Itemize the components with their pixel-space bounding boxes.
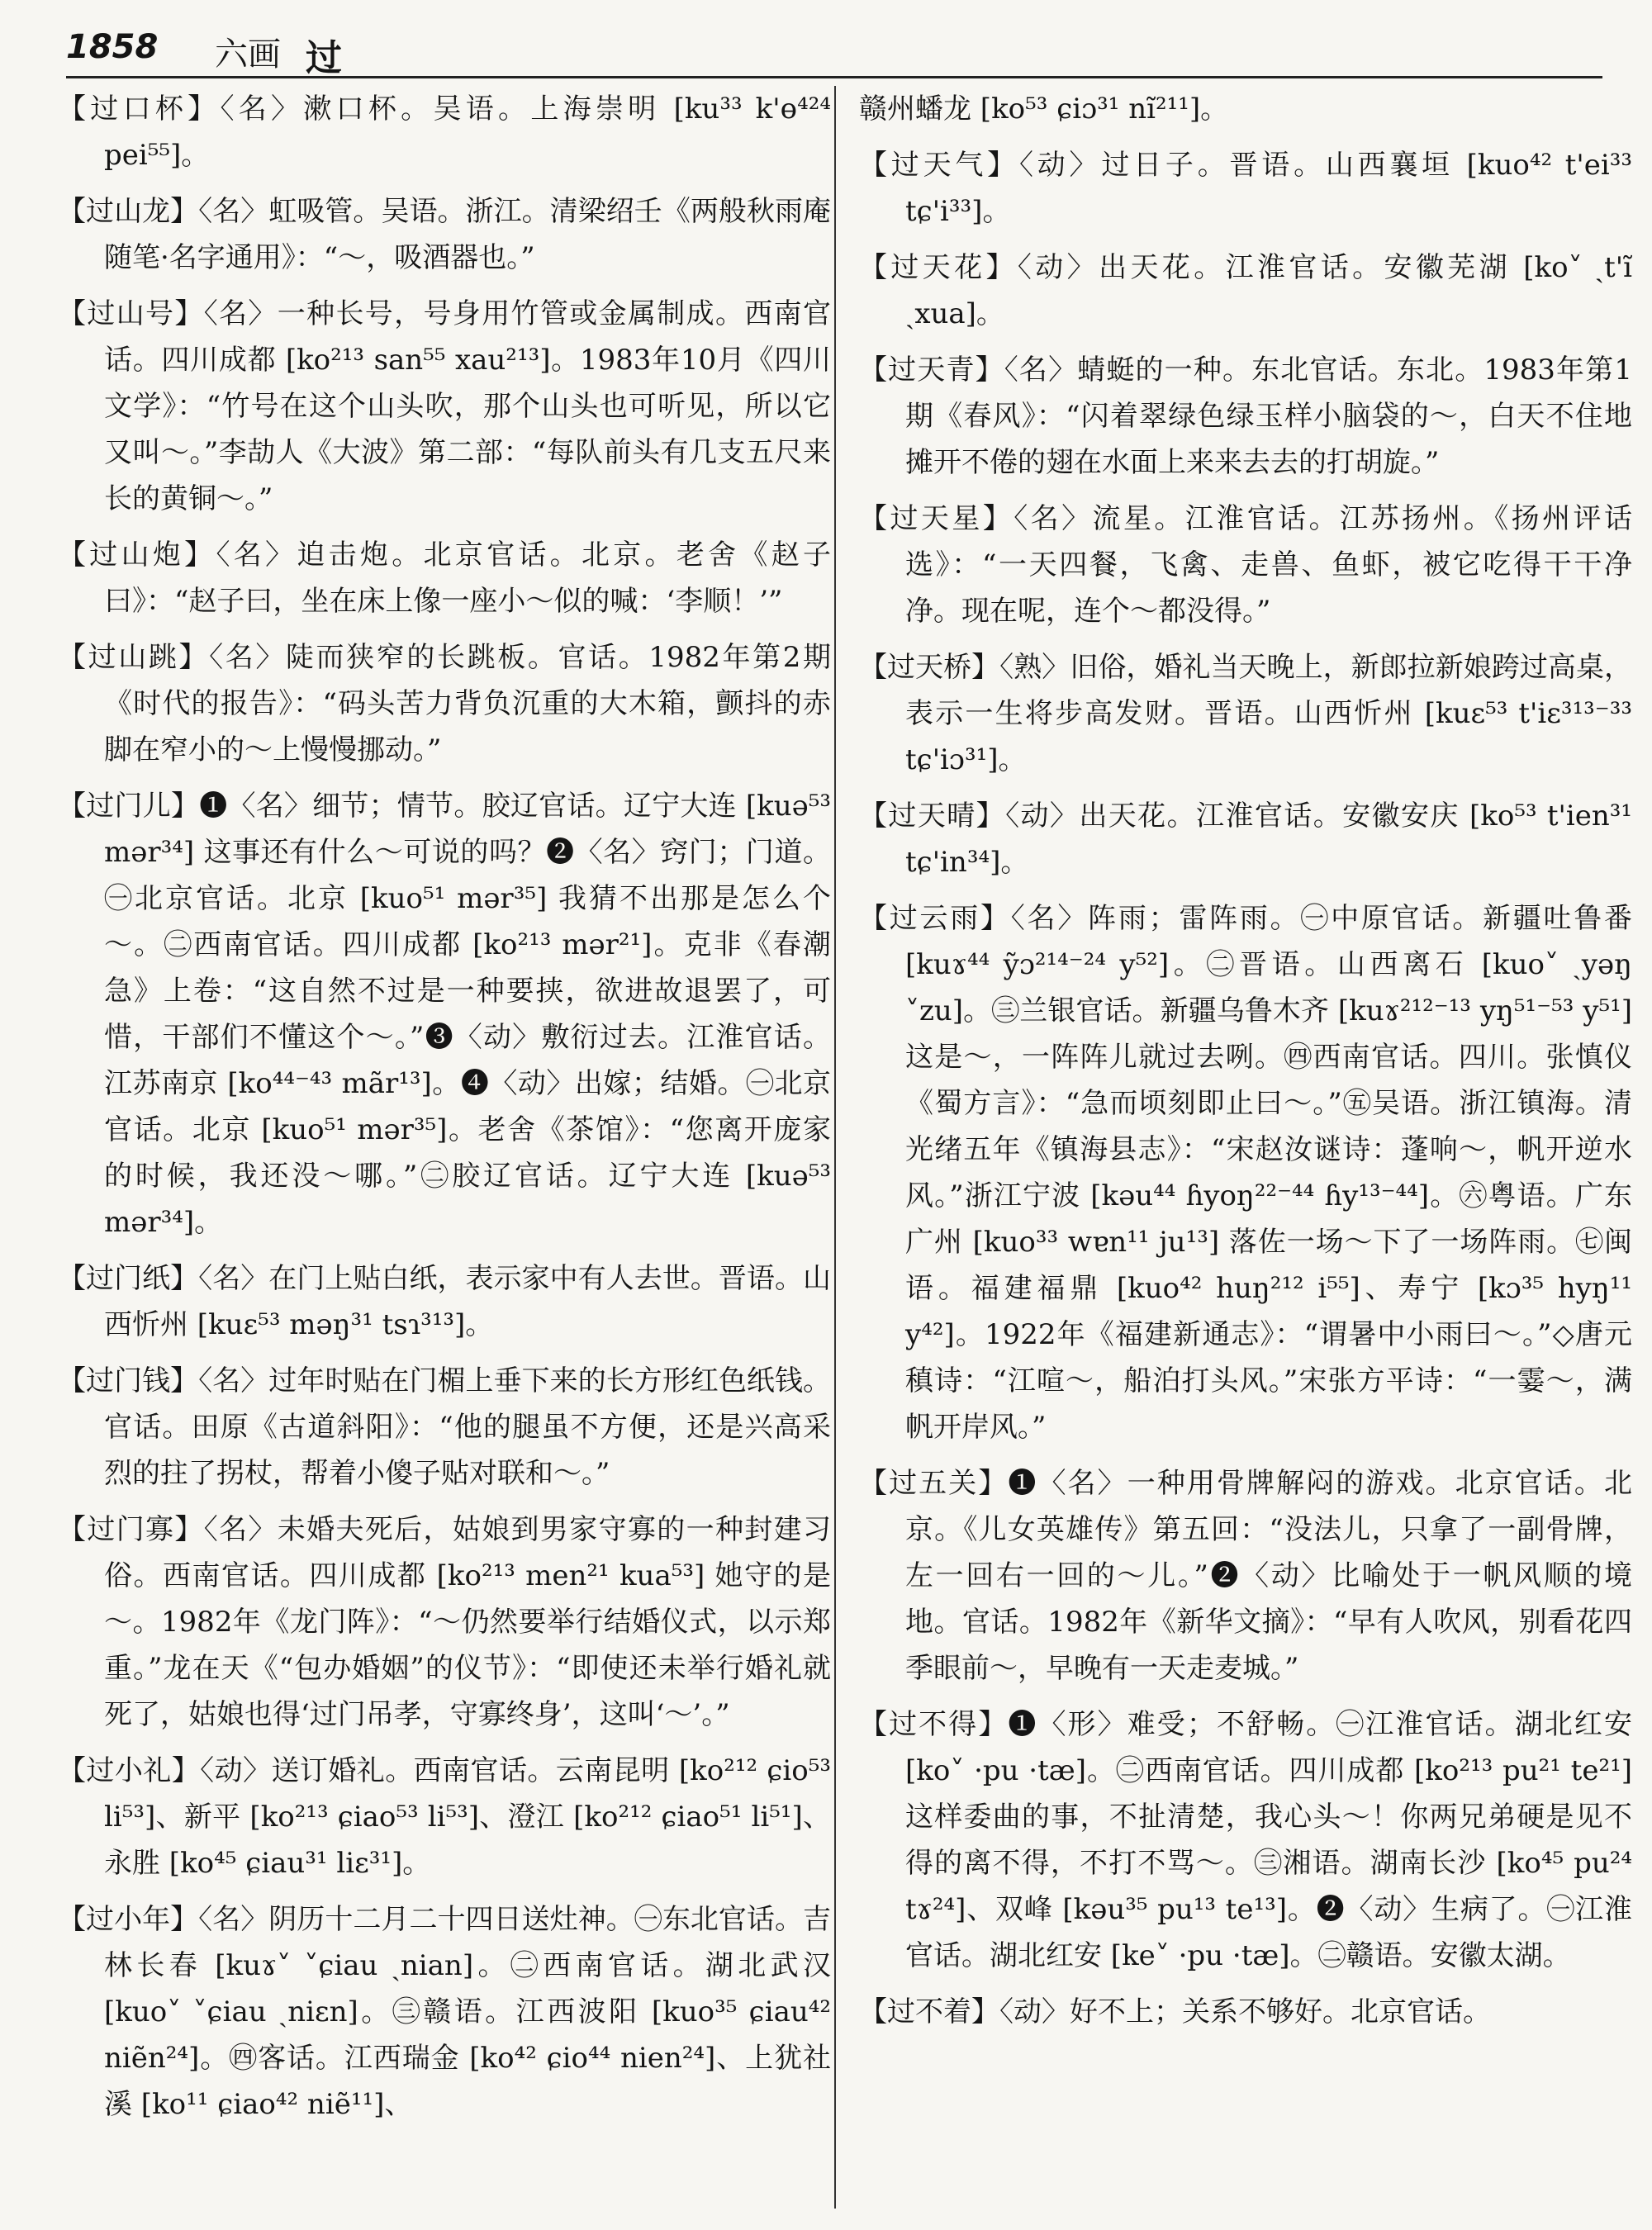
entry: 【过不得】❶〈形〉难受；不舒畅。㊀江淮官话。湖北红安 [ko˅ ·pu ·tæ]。㊁西南官话。四川成都 [ko²¹³ pu²¹ te²¹] 这样委曲的事，不扯清楚，我心头～！你两兄弟硬是见不得的离不得，不打不骂～。㊂湘语。湖南长沙 [ko⁴⁵ pu²⁴ tɤ²⁴]、双峰 [kəu³⁵ pu¹³ te¹³]。❷〈动〉生病了。㊀江淮官话。湖北红安 [ke˅ ·pu ·tæ]。㊁赣语。安徽太湖。: [859, 1708, 1632, 1972]
entry: 【过山炮】〈名〉迫击炮。北京官话。北京。老舍《赵子曰》：“赵子曰，坐在床上像一座小～似的喊：‘李顺！’”: [58, 539, 831, 618]
page-header: [66, 23, 1602, 78]
entry: 【过门儿】❶〈名〉细节；情节。胶辽官话。辽宁大连 [kuə⁵³ mər³⁴] 这事还有什么～可说的吗？❷〈名〉窍门；门道。㊀北京官话。北京 [kuo⁵¹ mər³⁵] 我猜不出那是怎么个～。㊁西南官话。四川成都 [ko²¹³ mər²¹]。克非《春潮急》上卷：“这自然不过是一种要挟，欲进故退罢了，可惜，干部们不懂这个～。”❸〈动〉敷衍过去。江淮官话。江苏南京 [ko⁴⁴⁻⁴³ mãr¹³]。❹〈动〉出嫁；结婚。㊀北京官话。北京 [kuo⁵¹ mər³⁵]。老舍《茶馆》：“您离开庞家的时候，我还没～哪。”㊁胶辽官话。辽宁大连 [kuə⁵³ mər³⁴]。: [58, 790, 831, 1239]
entry: 【过云雨】〈名〉阵雨；雷阵雨。㊀中原官话。新疆吐鲁番 [kuɤ⁴⁴ ỹɔ²¹⁴⁻²⁴ y⁵²]。㊁晋语。山西离石 [kuo˅ ˎyəŋ ˅zu]。㊂兰银官话。新疆乌鲁木齐 [kuɤ²¹²⁻¹³ yŋ⁵¹⁻⁵³ y⁵¹] 这是～，一阵阵儿就过去咧。㊃西南官话。四川。张慎仪《蜀方言》：“急而顷刻即止曰～。”㊄吴语。浙江镇海。清光绪五年《镇海县志》：“宋赵汝谜诗：蓬响～，帆开逆水风。”浙江宁波 [kəu⁴⁴ ɦyoŋ²²⁻⁴⁴ ɦy¹³⁻⁴⁴]。㊅粤语。广东广州 [kuo³³ wɐn¹¹ ju¹³] 落佐一场～下了一场阵雨。㊆闽语。福建福鼎 [kuo⁴² huŋ²¹² i⁵⁵]、寿宁 [kɔ³⁵ hyŋ¹¹ y⁴²]。1922年《福建新通志》：“谓暑中小雨曰～。”◇唐元稹诗：“江喧～，船泊打头风。”宋张方平诗：“一霎～，满帆开岸风。”: [859, 902, 1632, 1444]
entry: 【过门钱】〈名〉过年时贴在门楣上垂下来的长方形红色纸钱。官话。田原《古道斜阳》：“他的腿虽不方便，还是兴高采烈的拄了拐杖，帮着小傻子贴对联和～。”: [58, 1364, 831, 1490]
entry: 【过小年】〈名〉阴历十二月二十四日送灶神。㊀东北官话。吉林长春 [kuɤ˅ ˅ɕiau ˎnian]。㊁西南官话。湖北武汉 [kuo˅ ˅ɕiau ˎniɛn]。㊂赣语。江西波阳 [kuo³⁵ ɕiau⁴² niẽn²⁴]。㊃客话。江西瑞金 [ko⁴² ɕio⁴⁴ nien²⁴]、上犹社溪 [ko¹¹ ɕiao⁴² niẽ¹¹]、: [58, 1903, 831, 2121]
right-column: [859, 86, 1632, 2045]
entry: 【过不着】〈动〉好不上；关系不够好。北京官话。: [859, 1995, 1491, 2028]
entry: 【过山跳】〈名〉陡而狭窄的长跳板。官话。1982年第2期《时代的报告》：“码头苦力背负沉重的大木箱，颤抖的赤脚在窄小的～上慢慢挪动。”: [58, 641, 831, 766]
entry: 【过小礼】〈动〉送订婚礼。西南官话。云南昆明 [ko²¹² ɕio⁵³ li⁵³]、新平 [ko²¹³ ɕiao⁵³ li⁵³]、澄江 [ko²¹² ɕiao⁵¹ li⁵¹]、永胜 [ko⁴⁵ ɕiau³¹ liɛ³¹]。: [58, 1754, 831, 1880]
running-headword: 过: [306, 37, 342, 79]
left-column: [58, 86, 831, 2137]
entry: 【过天青】〈名〉蜻蜓的一种。东北官话。东北。1983年第1期《春风》：“闪着翠绿色绿玉样小脑袋的～，白天不住地摊开不倦的翅在水面上来来去去的打胡旋。”: [859, 353, 1632, 479]
section-label: 六画: [215, 36, 281, 74]
entry: 【过五关】❶〈名〉一种用骨牌解闷的游戏。北京官话。北京。《儿女英雄传》第五回：“没法儿，只拿了一副骨牌，左一回右一回的～儿。”❷〈动〉比喻处于一帆风顺的境地。官话。1982年《新华文摘》：“早有人吹风，别看花四季眼前～，早晚有一天走麦城。”: [859, 1467, 1632, 1685]
entry: 【过天气】〈动〉过日子。晋语。山西襄垣 [kuo⁴² t'ei³³ tɕ'i³³]。: [859, 149, 1632, 228]
entry: 【过山龙】〈名〉虹吸管。吴语。浙江。清梁绍壬《两般秋雨庵随笔·名字通用》：“～，吸酒器也。”: [58, 195, 831, 274]
entry: 赣州蟠龙 [ko⁵³ ɕiɔ³¹ nĩ²¹¹]。: [859, 93, 1229, 126]
entry: 【过口杯】〈名〉漱口杯。吴语。上海崇明 [ku³³ k'ɵ⁴²⁴ pei⁵⁵]。: [58, 93, 831, 172]
entry: 【过天花】〈动〉出天花。江淮官话。安徽芜湖 [ko˅ ˎt'ĩ ˎxua]。: [859, 251, 1632, 330]
entry: 【过门纸】〈名〉在门上贴白纸，表示家中有人去世。晋语。山西忻州 [kuɛ⁵³ məŋ³¹ tsɿ³¹³]。: [58, 1262, 831, 1341]
page-number: 1858: [66, 28, 159, 66]
entry: 【过山号】〈名〉一种长号，号身用竹管或金属制成。西南官话。四川成都 [ko²¹³ san⁵⁵ xau²¹³]。1983年10月《四川文学》：“竹号在这个山头吹，那个山头也可听见，所以它又叫～。”李劼人《大波》第二部：“每队前头有几支五尺来长的黄铜～。”: [58, 297, 831, 515]
entry: 【过天晴】〈动〉出天花。江淮官话。安徽安庆 [ko⁵³ t'ien³¹ tɕ'in³⁴]。: [859, 799, 1632, 879]
entry: 【过门寡】〈名〉未婚夫死后，姑娘到男家守寡的一种封建习俗。西南官话。四川成都 [ko²¹³ men²¹ kua⁵³] 她守的是～。1982年《龙门阵》：“～仍然要举行结婚仪式，以示郑重。”龙在天《“包办婚姻”的仪节》：“即使还未举行婚礼就死了，姑娘也得‘过门吊孝，守寡终身’，这叫‘～’。”: [58, 1513, 831, 1731]
entry: 【过天星】〈名〉流星。江淮官话。江苏扬州。《扬州评话选》：“一天四餐，飞禽、走兽、鱼虾，被它吃得干干净净。现在呢，连个～都没得。”: [859, 502, 1632, 628]
column-divider: [834, 86, 836, 2209]
entry: 【过天桥】〈熟〉旧俗，婚礼当天晚上，新郎拉新娘跨过高桌，表示一生将步高发财。晋语。山西忻州 [kuɛ⁵³ t'iɛ³¹³⁻³³ tɕ'iɔ³¹]。: [859, 651, 1632, 776]
